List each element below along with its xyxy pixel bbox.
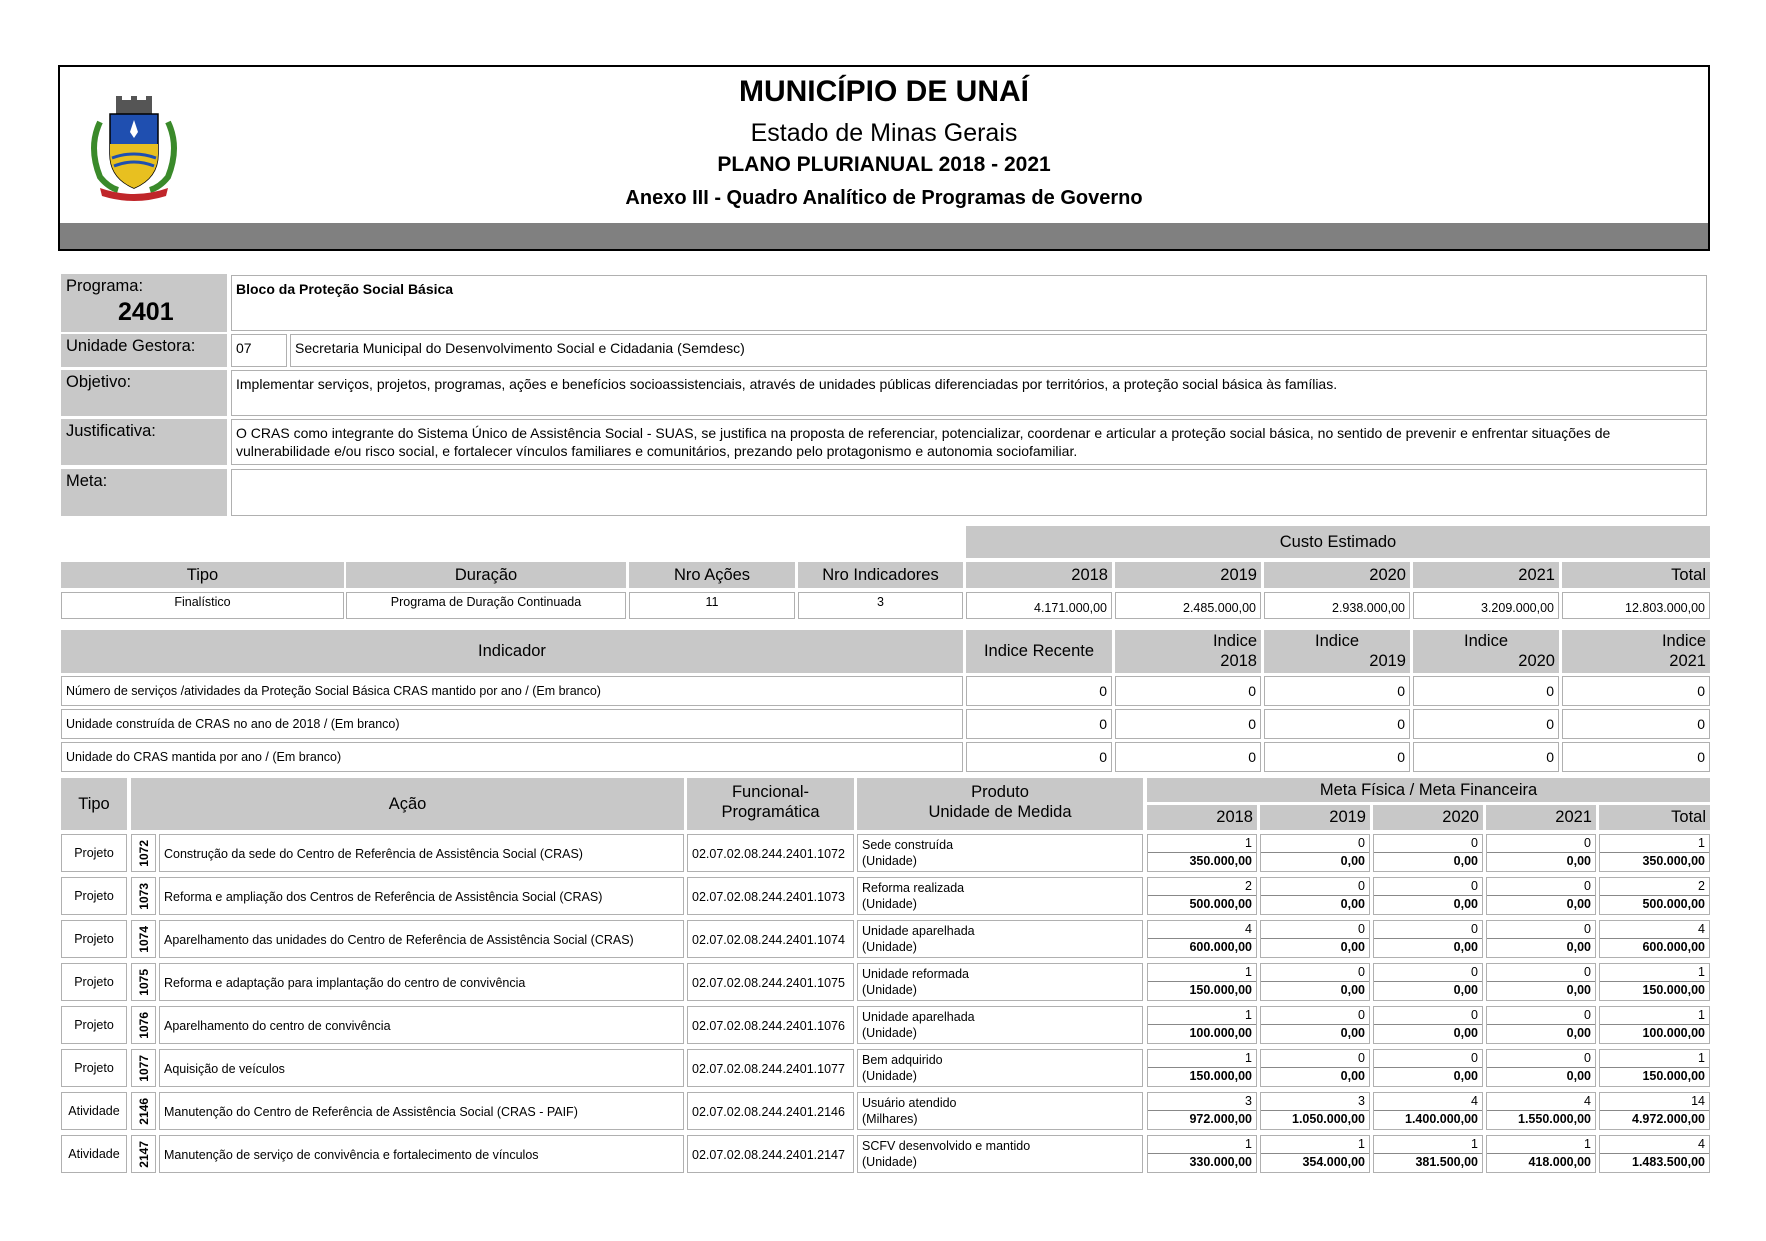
indicador-row-value: 0 <box>1264 676 1410 706</box>
meta-financeira: 0,00 <box>1566 940 1591 954</box>
meta-financeira: 381.500,00 <box>1415 1155 1478 1169</box>
indice-header-label: Indice <box>1212 632 1257 650</box>
meta-financeira: 0,00 <box>1340 854 1365 868</box>
program-code: 2401 <box>118 298 174 326</box>
meta-fisica: 0 <box>1487 1007 1595 1025</box>
meta-fisica: 2 <box>1600 878 1709 896</box>
acao-tipo-header: Tipo <box>61 778 127 830</box>
acao-tipo: Projeto <box>61 920 127 958</box>
meta-cell <box>1486 1006 1596 1044</box>
meta-financeira: 150.000,00 <box>1642 1069 1705 1083</box>
unidade-label: Unidade Gestora: <box>61 334 227 367</box>
meta-cell <box>1599 963 1710 1001</box>
acao-codigo-cell <box>131 1092 156 1130</box>
funcional-header <box>687 778 854 830</box>
indicador-row-value: 0 <box>1115 709 1261 739</box>
acao-funcional: 02.07.02.08.244.2401.1074 <box>687 920 854 958</box>
meta-fisica: 0 <box>1487 921 1595 939</box>
acao-funcional: 02.07.02.08.244.2401.2147 <box>687 1135 854 1173</box>
state-title: Estado de Minas Gerais <box>750 119 1018 147</box>
meta-financeira: 4.972.000,00 <box>1632 1112 1705 1126</box>
meta-fisica-financeira-header: Meta Física / Meta Financeira <box>1147 778 1710 802</box>
indicador-row-value: 0 <box>1115 676 1261 706</box>
meta-fisica: 0 <box>1487 835 1595 853</box>
acao-produto-cell <box>857 834 1143 872</box>
acao-funcional: 02.07.02.08.244.2401.1073 <box>687 877 854 915</box>
indicador-row-value: 0 <box>1115 742 1261 772</box>
meta-cell <box>1147 920 1257 958</box>
meta-fisica: 0 <box>1374 835 1482 853</box>
meta-financeira: 972.000,00 <box>1189 1112 1252 1126</box>
meta-year-header-0: 2018 <box>1147 805 1257 830</box>
acao-produto: Unidade aparelhada <box>862 1010 975 1024</box>
acao-funcional: 02.07.02.08.244.2401.2146 <box>687 1092 854 1130</box>
meta-financeira: 500.000,00 <box>1642 897 1705 911</box>
meta-fisica: 0 <box>1487 964 1595 982</box>
meta-financeira: 0,00 <box>1453 940 1478 954</box>
meta-fisica: 0 <box>1487 1050 1595 1068</box>
meta-fisica: 0 <box>1487 878 1595 896</box>
resumo-header-0: Tipo <box>61 562 344 588</box>
resumo-value-3: 3 <box>798 592 963 619</box>
meta-cell <box>1260 834 1370 872</box>
meta-financeira: 150.000,00 <box>1642 983 1705 997</box>
acao-descricao: Aparelhamento das unidades do Centro de Referência de Assistência Social (CRAS) <box>159 920 684 958</box>
acao-header: Ação <box>131 778 684 830</box>
acao-codigo-cell <box>131 1049 156 1087</box>
objetivo-label: Objetivo: <box>61 370 227 416</box>
acao-codigo: 1077 <box>136 1054 151 1082</box>
indicador-row-name: Número de serviços /atividades da Proteção Social Básica CRAS mantido por ano / (Em branco) <box>61 676 963 706</box>
meta-financeira: 600.000,00 <box>1642 940 1705 954</box>
indicador-row-value: 0 <box>1264 709 1410 739</box>
acao-descricao: Manutenção do Centro de Referência de Assistência Social (CRAS - PAIF) <box>159 1092 684 1130</box>
indice-header-year: 2018 <box>1220 652 1257 670</box>
indice-header-year: 2019 <box>1369 652 1406 670</box>
meta-text <box>231 469 1707 516</box>
acao-unidade-medida: (Unidade) <box>862 1069 917 1083</box>
meta-financeira: 1.550.000,00 <box>1518 1112 1591 1126</box>
meta-fisica: 0 <box>1261 964 1369 982</box>
acao-produto: Unidade aparelhada <box>862 924 975 938</box>
acao-descricao: Aquisição de veículos <box>159 1049 684 1087</box>
acao-unidade-medida: (Milhares) <box>862 1112 918 1126</box>
indicador-header: Indicador <box>61 630 963 673</box>
meta-label: Meta: <box>61 469 227 516</box>
acao-codigo: 1072 <box>136 839 151 867</box>
meta-fisica: 4 <box>1374 1093 1482 1111</box>
indice-header-0 <box>1115 630 1261 673</box>
meta-financeira: 0,00 <box>1566 1069 1591 1083</box>
meta-financeira: 0,00 <box>1340 897 1365 911</box>
meta-fisica: 4 <box>1600 921 1709 939</box>
meta-fisica: 0 <box>1374 1050 1482 1068</box>
meta-fisica: 1 <box>1600 964 1709 982</box>
meta-financeira: 0,00 <box>1340 983 1365 997</box>
meta-financeira: 1.483.500,00 <box>1632 1155 1705 1169</box>
indicador-row-value: 0 <box>966 709 1112 739</box>
meta-financeira: 0,00 <box>1340 1069 1365 1083</box>
acao-descricao: Aparelhamento do centro de convivência <box>159 1006 684 1044</box>
indicador-row-value: 0 <box>1562 676 1710 706</box>
annex-title: Anexo III - Quadro Analítico de Programas de Governo <box>625 187 1143 209</box>
acao-unidade-medida: (Unidade) <box>862 983 917 997</box>
meta-financeira: 350.000,00 <box>1189 854 1252 868</box>
acao-codigo-cell <box>131 920 156 958</box>
acao-produto-cell <box>857 920 1143 958</box>
indicador-row-value: 0 <box>1413 709 1559 739</box>
meta-cell <box>1260 1092 1370 1130</box>
funcional-header-line: Funcional- <box>731 783 810 801</box>
meta-fisica: 14 <box>1600 1093 1709 1111</box>
meta-cell <box>1486 834 1596 872</box>
meta-cell <box>1599 1006 1710 1044</box>
indice-recente-header: Indice Recente <box>966 630 1112 673</box>
resumo-header-5: 2019 <box>1115 562 1261 588</box>
resumo-header-3: Nro Indicadores <box>798 562 963 588</box>
acao-produto-cell <box>857 1049 1143 1087</box>
meta-fisica: 4 <box>1600 1136 1709 1154</box>
meta-fisica: 4 <box>1148 921 1256 939</box>
acao-produto: SCFV desenvolvido e mantido <box>862 1139 1031 1153</box>
acao-funcional: 02.07.02.08.244.2401.1072 <box>687 834 854 872</box>
acao-tipo: Projeto <box>61 963 127 1001</box>
meta-fisica: 0 <box>1374 878 1482 896</box>
acao-unidade-medida: (Unidade) <box>862 854 917 868</box>
acao-tipo: Atividade <box>61 1135 127 1173</box>
meta-financeira: 0,00 <box>1340 1026 1365 1040</box>
acao-produto-cell <box>857 963 1143 1001</box>
meta-fisica: 1 <box>1148 964 1256 982</box>
resumo-value-6: 2.938.000,00 <box>1264 592 1410 619</box>
meta-financeira: 0,00 <box>1453 854 1478 868</box>
acao-codigo-cell <box>131 963 156 1001</box>
meta-cell <box>1486 1092 1596 1130</box>
acao-produto: Sede construída <box>862 838 954 852</box>
meta-financeira: 150.000,00 <box>1189 1069 1252 1083</box>
meta-financeira: 418.000,00 <box>1528 1155 1591 1169</box>
unidade-code: 07 <box>231 334 287 367</box>
acao-unidade-medida: (Unidade) <box>862 940 917 954</box>
meta-financeira: 500.000,00 <box>1189 897 1252 911</box>
meta-financeira: 350.000,00 <box>1642 854 1705 868</box>
meta-cell <box>1147 1135 1257 1173</box>
resumo-header-1: Duração <box>346 562 626 588</box>
meta-cell <box>1147 834 1257 872</box>
justificativa-text: O CRAS como integrante do Sistema Único de Assistência Social - SUAS, se justifica na proposta de referenciar, potencializar, coordenar e articular a proteção social básica, no sentido de prevenir e enfrentar situações de vulnerabilidade e/ou risco social, e fortalecer vínculos familiares e comunitários, prezando pelo protagonismo e autonomia sociofamiliar. <box>231 419 1707 465</box>
meta-cell <box>1147 1049 1257 1087</box>
indice-header-1 <box>1264 630 1410 673</box>
meta-fisica: 0 <box>1374 964 1482 982</box>
meta-cell <box>1260 1135 1370 1173</box>
unidade-name: Secretaria Municipal do Desenvolvimento Social e Cidadania (Semdesc) <box>290 334 1707 367</box>
acao-descricao: Reforma e adaptação para implantação do centro de convivência <box>159 963 684 1001</box>
acao-tipo: Projeto <box>61 877 127 915</box>
indice-header-label: Indice <box>1661 632 1706 650</box>
meta-financeira: 100.000,00 <box>1642 1026 1705 1040</box>
meta-cell <box>1599 834 1710 872</box>
produto-header-line: Unidade de Medida <box>928 803 1072 821</box>
resumo-value-8: 12.803.000,00 <box>1562 592 1710 619</box>
resumo-value-0: Finalístico <box>61 592 344 619</box>
resumo-header-8: Total <box>1562 562 1710 588</box>
acao-produto-cell <box>857 1006 1143 1044</box>
meta-financeira: 0,00 <box>1566 897 1591 911</box>
acao-codigo: 1073 <box>136 882 151 910</box>
meta-cell <box>1486 877 1596 915</box>
meta-cell <box>1599 877 1710 915</box>
meta-cell <box>1599 1135 1710 1173</box>
acao-funcional: 02.07.02.08.244.2401.1076 <box>687 1006 854 1044</box>
acao-produto-cell <box>857 877 1143 915</box>
acao-codigo: 1076 <box>136 1011 151 1039</box>
indice-header-3 <box>1562 630 1710 673</box>
indice-header-2 <box>1413 630 1559 673</box>
meta-cell <box>1373 1006 1483 1044</box>
meta-cell <box>1373 920 1483 958</box>
meta-cell <box>1260 877 1370 915</box>
program-label: Programa: <box>66 277 144 295</box>
meta-financeira: 0,00 <box>1453 983 1478 997</box>
meta-fisica: 1 <box>1600 1050 1709 1068</box>
indice-header-year: 2020 <box>1518 652 1555 670</box>
indicador-row-value: 0 <box>1413 742 1559 772</box>
acao-codigo-cell <box>131 1006 156 1044</box>
plan-title: PLANO PLURIANUAL 2018 - 2021 <box>717 153 1051 176</box>
meta-financeira: 354.000,00 <box>1302 1155 1365 1169</box>
meta-cell <box>1147 963 1257 1001</box>
meta-year-header-4: Total <box>1599 805 1710 830</box>
meta-fisica: 1 <box>1148 1007 1256 1025</box>
acao-funcional: 02.07.02.08.244.2401.1077 <box>687 1049 854 1087</box>
acao-unidade-medida: (Unidade) <box>862 897 917 911</box>
acao-produto: Usuário atendido <box>862 1096 957 1110</box>
meta-cell <box>1373 877 1483 915</box>
meta-fisica: 0 <box>1261 1050 1369 1068</box>
municipality-title: MUNICÍPIO DE UNAÍ <box>738 75 1029 108</box>
meta-cell <box>1599 1049 1710 1087</box>
indice-header-label: Indice <box>1463 632 1509 650</box>
meta-fisica: 0 <box>1261 1007 1369 1025</box>
acao-tipo: Projeto <box>61 1049 127 1087</box>
meta-fisica: 1 <box>1600 835 1709 853</box>
acao-descricao: Construção da sede do Centro de Referência de Assistência Social (CRAS) <box>159 834 684 872</box>
meta-cell <box>1486 1135 1596 1173</box>
meta-fisica: 4 <box>1487 1093 1595 1111</box>
meta-cell <box>1373 1092 1483 1130</box>
meta-cell <box>1147 877 1257 915</box>
meta-cell <box>1486 963 1596 1001</box>
acao-descricao: Reforma e ampliação dos Centros de Referência de Assistência Social (CRAS) <box>159 877 684 915</box>
meta-fisica: 1 <box>1148 835 1256 853</box>
meta-financeira: 150.000,00 <box>1189 983 1252 997</box>
meta-year-header-3: 2021 <box>1486 805 1596 830</box>
resumo-value-5: 2.485.000,00 <box>1115 592 1261 619</box>
meta-financeira: 0,00 <box>1566 1026 1591 1040</box>
meta-financeira: 100.000,00 <box>1189 1026 1252 1040</box>
meta-year-header-2: 2020 <box>1373 805 1483 830</box>
meta-fisica: 0 <box>1374 1007 1482 1025</box>
meta-cell <box>1599 920 1710 958</box>
meta-fisica: 1 <box>1374 1136 1482 1154</box>
resumo-header-6: 2020 <box>1264 562 1410 588</box>
meta-cell <box>1147 1006 1257 1044</box>
meta-fisica: 1 <box>1148 1136 1256 1154</box>
resumo-value-7: 3.209.000,00 <box>1413 592 1559 619</box>
meta-fisica: 2 <box>1148 878 1256 896</box>
acao-funcional: 02.07.02.08.244.2401.1075 <box>687 963 854 1001</box>
resumo-header-4: 2018 <box>966 562 1112 588</box>
justificativa-label: Justificativa: <box>61 419 227 465</box>
meta-fisica: 1 <box>1487 1136 1595 1154</box>
meta-fisica: 0 <box>1261 921 1369 939</box>
indicador-row-name: Unidade construída de CRAS no ano de 2018 / (Em branco) <box>61 709 963 739</box>
acao-produto: Bem adquirido <box>862 1053 943 1067</box>
meta-fisica: 1 <box>1261 1136 1369 1154</box>
meta-financeira: 0,00 <box>1453 1026 1478 1040</box>
objetivo-text: Implementar serviços, projetos, programas, ações e benefícios socioassistenciais, através de unidades públicas diferenciadas por territórios, a proteção social básica às famílias. <box>231 370 1707 416</box>
acao-produto: Unidade reformada <box>862 967 970 981</box>
acao-codigo: 1075 <box>136 968 151 996</box>
resumo-header-7: 2021 <box>1413 562 1559 588</box>
funcional-header-line: Programática <box>721 803 820 821</box>
meta-fisica: 3 <box>1148 1093 1256 1111</box>
acao-codigo: 1074 <box>136 925 151 953</box>
meta-cell <box>1486 920 1596 958</box>
acao-codigo: 2146 <box>136 1097 151 1125</box>
meta-cell <box>1260 920 1370 958</box>
acao-tipo: Atividade <box>61 1092 127 1130</box>
meta-fisica: 0 <box>1261 835 1369 853</box>
meta-financeira: 0,00 <box>1566 854 1591 868</box>
resumo-value-4: 4.171.000,00 <box>966 592 1112 619</box>
produto-header-line: Produto <box>971 783 1029 801</box>
meta-cell <box>1599 1092 1710 1130</box>
produto-header <box>857 778 1143 830</box>
acao-unidade-medida: (Unidade) <box>862 1155 917 1169</box>
meta-fisica: 0 <box>1374 921 1482 939</box>
meta-financeira: 0,00 <box>1453 897 1478 911</box>
acao-descricao: Manutenção de serviço de convivência e fortalecimento de vínculos <box>159 1135 684 1173</box>
meta-financeira: 0,00 <box>1453 1069 1478 1083</box>
indicador-row-value: 0 <box>966 742 1112 772</box>
meta-cell <box>1260 1006 1370 1044</box>
meta-cell <box>1260 1049 1370 1087</box>
meta-financeira: 330.000,00 <box>1189 1155 1252 1169</box>
meta-cell <box>1373 1049 1483 1087</box>
indicador-row-value: 0 <box>1264 742 1410 772</box>
meta-financeira: 0,00 <box>1340 940 1365 954</box>
custo-estimado-header: Custo Estimado <box>966 526 1710 558</box>
resumo-header-2: Nro Ações <box>629 562 795 588</box>
meta-financeira: 600.000,00 <box>1189 940 1252 954</box>
acao-produto-cell <box>857 1135 1143 1173</box>
document-header <box>58 65 1710 251</box>
meta-cell <box>1486 1049 1596 1087</box>
indice-header-year: 2021 <box>1669 652 1706 670</box>
indicador-row-name: Unidade do CRAS mantida por ano / (Em branco) <box>61 742 963 772</box>
indicador-row-value: 0 <box>1562 709 1710 739</box>
program-label-cell <box>61 274 227 332</box>
acao-unidade-medida: (Unidade) <box>862 1026 917 1040</box>
indicador-row-value: 0 <box>966 676 1112 706</box>
meta-cell <box>1373 1135 1483 1173</box>
meta-financeira: 0,00 <box>1566 983 1591 997</box>
acao-codigo-cell <box>131 877 156 915</box>
meta-cell <box>1373 834 1483 872</box>
acao-codigo: 2147 <box>136 1140 151 1168</box>
acao-tipo: Projeto <box>61 1006 127 1044</box>
meta-cell <box>1147 1092 1257 1130</box>
acao-tipo: Projeto <box>61 834 127 872</box>
indicador-row-value: 0 <box>1413 676 1559 706</box>
acao-codigo-cell <box>131 1135 156 1173</box>
meta-cell <box>1260 963 1370 1001</box>
indicador-row-value: 0 <box>1562 742 1710 772</box>
indice-header-label: Indice <box>1314 632 1360 650</box>
meta-fisica: 0 <box>1261 878 1369 896</box>
meta-financeira: 1.050.000,00 <box>1292 1112 1365 1126</box>
acao-codigo-cell <box>131 834 156 872</box>
acao-produto: Reforma realizada <box>862 881 965 895</box>
acao-produto-cell <box>857 1092 1143 1130</box>
resumo-value-2: 11 <box>629 592 795 619</box>
header-divider-bar <box>60 223 1708 249</box>
meta-year-header-1: 2019 <box>1260 805 1370 830</box>
meta-fisica: 3 <box>1261 1093 1369 1111</box>
meta-fisica: 1 <box>1148 1050 1256 1068</box>
program-name: Bloco da Proteção Social Básica <box>231 275 1707 331</box>
meta-financeira: 1.400.000,00 <box>1405 1112 1478 1126</box>
meta-fisica: 1 <box>1600 1007 1709 1025</box>
meta-cell <box>1373 963 1483 1001</box>
resumo-value-1: Programa de Duração Continuada <box>346 592 626 619</box>
